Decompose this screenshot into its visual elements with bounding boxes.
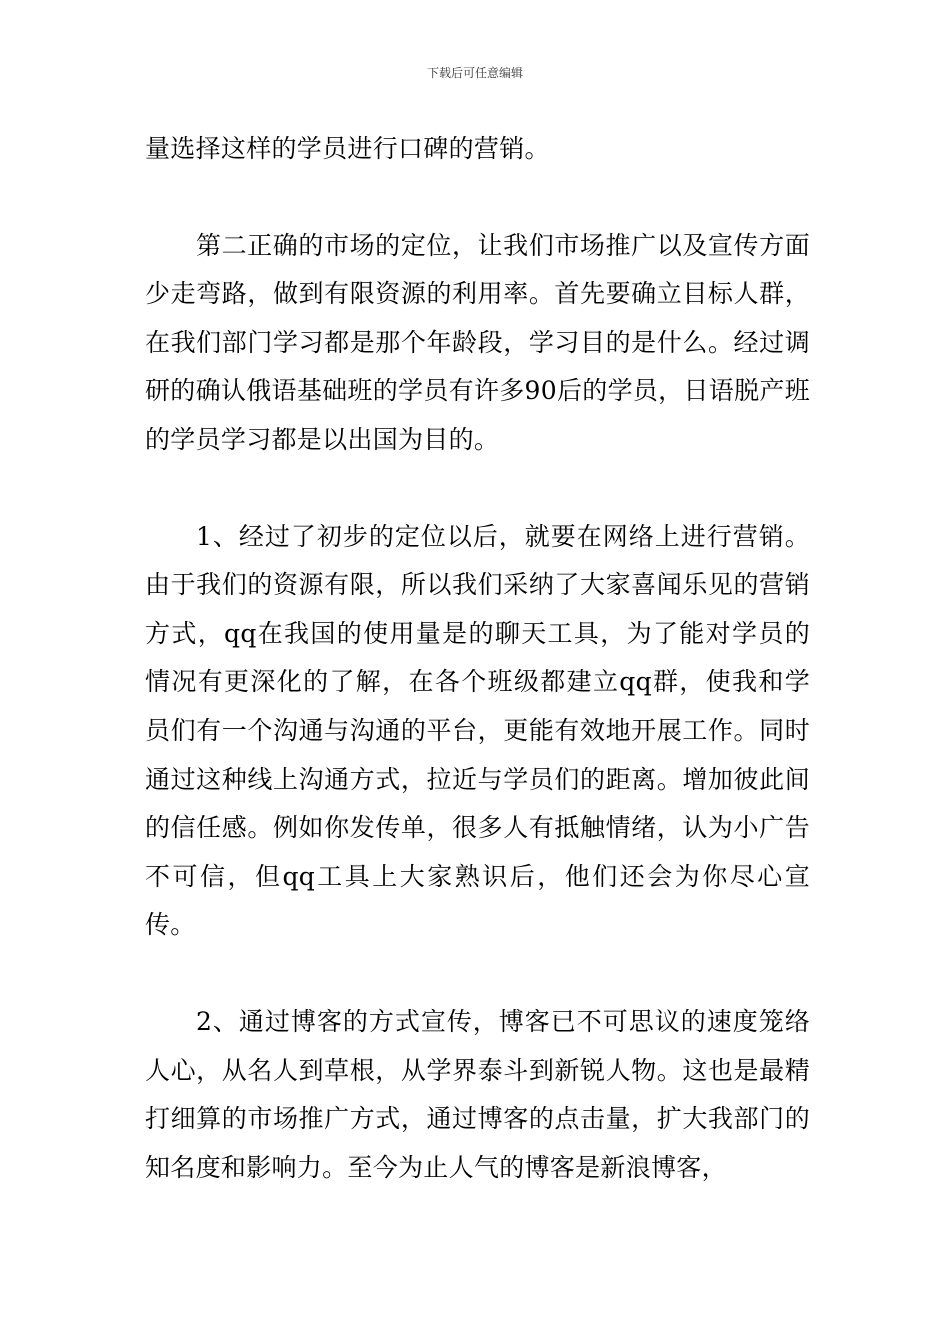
paragraph-gap — [145, 174, 810, 222]
paragraph-blog-marketing: 2、通过博客的方式宣传，博客已不可思议的速度笼络人心，从名人到草根，从学界泰斗到新锐人物。这也是最精打细算的市场推广方式，通过博客的点击量，扩大我部门的知名度和影响力。至今为止人气的博客是新浪博客， — [145, 1006, 810, 1182]
paragraph-online-marketing: 1、经过了初步的定位以后，就要在网络上进行营销。由于我们的资源有限，所以我们采纳了大家喜闻乐见的营销方式，qq在我国的使用量是的聊天工具，为了能对学员的情况有更深化的了解，在各个班级都建立qq群，使我和学员们有一个沟通与沟通的平台，更能有效地开展工作。同时通过这种线上沟通方式，拉近与学员们的距离。增加彼此间的信任感。例如你发传单，很多人有抵触情绪，认为小广告不可信，但qq工具上大家熟识后，他们还会为你尽心宣传。 — [145, 521, 810, 940]
page-header: 下载后可任意编辑 — [426, 66, 523, 80]
paragraph-continuation: 量选择这样的学员进行口碑的营销。 — [145, 134, 550, 163]
paragraph-gap — [145, 950, 810, 998]
paragraph-gap — [145, 465, 810, 513]
document-body — [145, 125, 810, 1192]
paragraph-market-positioning: 第二正确的市场的定位，让我们市场推广以及宣传方面少走弯路，做到有限资源的利用率。首先要确立目标人群，在我们部门学习都是那个年龄段，学习目的是什么。经过调研的确认俄语基础班的学员有许多90后的学员，日语脱产班的学员学习都是以出国为目的。 — [145, 230, 810, 454]
